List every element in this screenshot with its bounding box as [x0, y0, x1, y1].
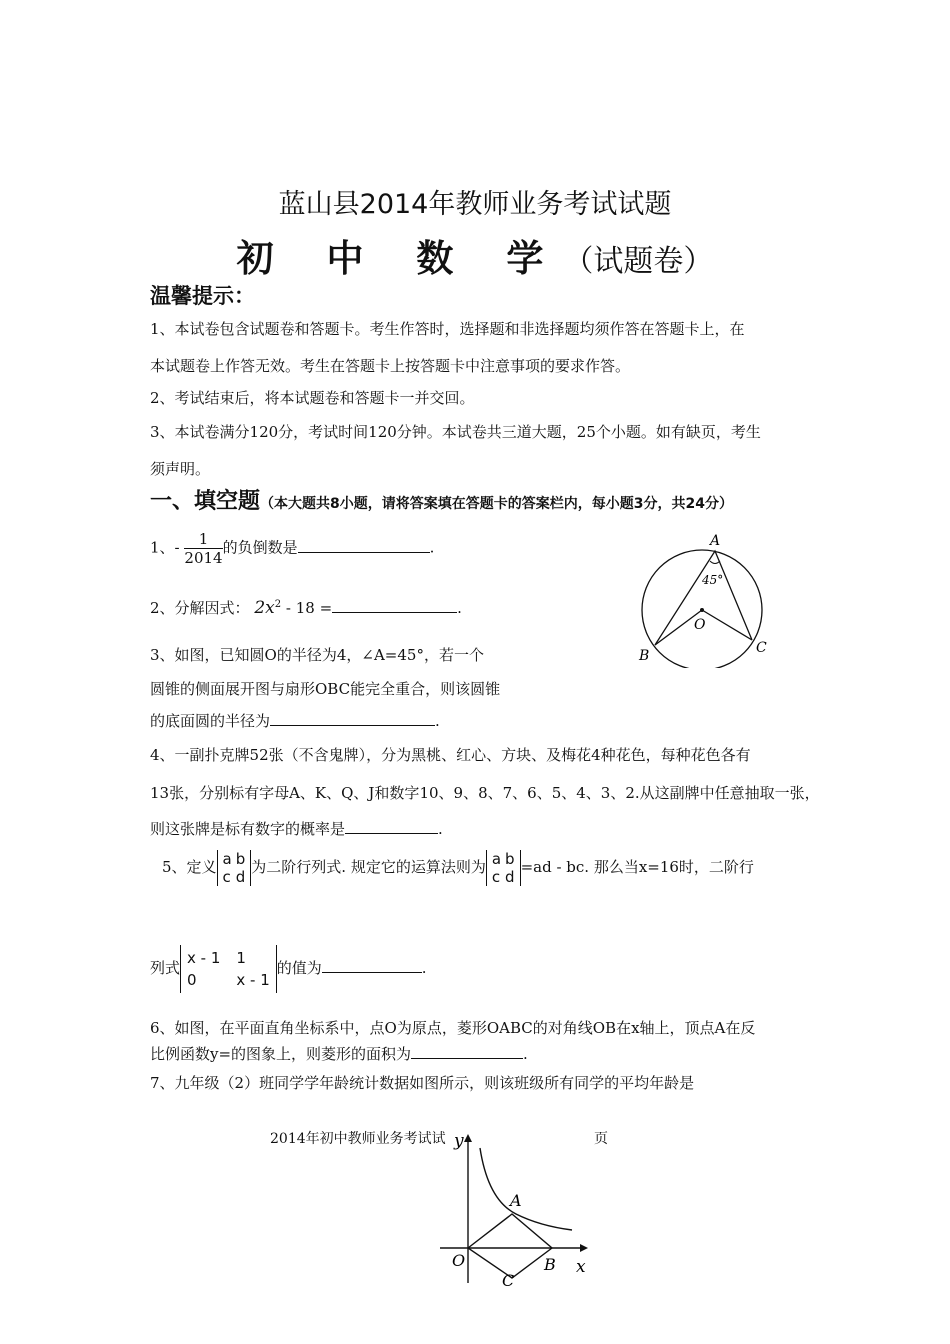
footer-left: 2014年初中教师业务考试试 — [270, 1131, 446, 1147]
q3-line3-text: 的底面圆的半径为 — [150, 712, 271, 730]
q4-line2: 13张，分别标有字母A、K、Q、J和数字10、9、8、7、6、5、4、3、2.从这副牌中任意抽取一张， — [150, 784, 820, 802]
q1-numerator: 1 — [184, 530, 222, 549]
label-A: A — [510, 1191, 522, 1210]
angle-arc — [710, 561, 720, 564]
q3-line3 — [150, 710, 440, 731]
page-subtitle — [0, 228, 950, 282]
q1-denominator: 2014 — [184, 549, 223, 567]
section-title: 一、填空题 — [150, 489, 261, 514]
det-b: b — [235, 850, 246, 868]
q5-answer-blank[interactable] — [322, 958, 422, 973]
q7-line1: 7、九年级（2）班同学学年龄统计数据如图所示，则该班级所有同学的平均年龄是 — [150, 1074, 695, 1092]
det-d: d — [505, 868, 515, 886]
q6-line2-text: 比例函数y=的图象上，则菱形的面积为 — [150, 1045, 412, 1063]
q2-expr-rest: - 18 = — [285, 599, 333, 617]
label-C: C — [756, 640, 767, 656]
det-b: b — [505, 850, 515, 868]
section-heading — [150, 484, 733, 515]
det-d: d — [235, 868, 246, 886]
tips-line3a: 3、本试卷满分120分，考试时间120分钟。本试卷共三道大题，25个小题。如有缺页，考生 — [150, 423, 761, 441]
q5-prefix: 5、定义 — [162, 858, 217, 876]
tips-line1a: 1、本试卷包含试题卷和答题卡。考生作答时，选择题和非选择题均须作答在答题卡上，在 — [150, 320, 745, 338]
tips-heading: 温馨提示： — [150, 284, 255, 308]
q1-end: . — [429, 538, 435, 557]
label-x: x — [576, 1257, 586, 1277]
page-title: 蓝山县2014年教师业务考试试题 — [278, 189, 672, 220]
hyperbola-curve — [480, 1148, 572, 1230]
q5-mid1: 为二阶行列式. 规定它的运算法则为 — [251, 858, 486, 876]
label-A: A — [710, 533, 721, 549]
det2-a: x - 1 — [187, 949, 221, 967]
q5-line1 — [162, 850, 754, 886]
q5-determinant-rule — [486, 850, 521, 886]
circle-figure — [630, 528, 780, 668]
q1-fraction — [184, 530, 222, 567]
q5-determinant-def — [217, 850, 252, 886]
section-subtitle: （本大题共8小题，请将答案填在答题卡的答案栏内，每小题3分，共24分） — [260, 496, 733, 512]
q2-expr-exp: 2 — [274, 599, 282, 610]
q3-answer-blank[interactable] — [270, 711, 435, 726]
tips-line1b: 本试题卷上作答无效。考生在答题卡上按答题卡中注意事项的要求作答。 — [150, 357, 631, 375]
q1-answer-blank[interactable] — [298, 538, 430, 553]
q6-end: . — [523, 1045, 528, 1063]
y-axis-arrow — [464, 1134, 472, 1142]
q4-line1: 4、一副扑克牌52张（不含鬼牌），分为黑桃、红心、方块、及梅花4种花色，每种花色各有 — [150, 746, 751, 764]
q2-end: . — [457, 599, 462, 617]
q5-determinant-x — [180, 945, 277, 993]
subtitle-main: 初 中 数 学 — [236, 237, 564, 280]
q1-suffix: 的负倒数是 — [222, 538, 298, 557]
center-point — [700, 608, 704, 612]
q1-prefix: 1、- — [150, 538, 180, 557]
subtitle-paren: （试题卷） — [563, 244, 714, 279]
label-B: B — [544, 1255, 556, 1274]
det-c: c — [222, 868, 231, 886]
q4-line3-text: 则这张牌是标有数字的概率是 — [150, 820, 346, 838]
det-c: c — [491, 868, 501, 886]
det2-b: 1 — [236, 949, 246, 967]
tips-line2: 2、考试结束后，将本试题卷和答题卡一并交回。 — [150, 389, 475, 407]
q3-line2: 圆锥的侧面展开图与扇形OBC能完全重合，则该圆锥 — [150, 680, 501, 698]
q5-line2-prefix: 列式 — [150, 959, 181, 977]
coordinate-figure — [440, 1128, 600, 1288]
det-a: a — [491, 850, 502, 868]
label-45deg: 45° — [702, 573, 724, 587]
q2-expr-base: 2x — [254, 598, 275, 618]
q4-end: . — [438, 820, 443, 838]
label-B: B — [639, 648, 650, 664]
q5-line2-suffix: 的值为 — [276, 959, 322, 977]
label-C: C — [502, 1271, 515, 1288]
q4-line3 — [150, 818, 443, 839]
question-2 — [150, 597, 462, 618]
q6-answer-blank[interactable] — [411, 1044, 523, 1059]
label-O: O — [452, 1251, 466, 1270]
q6-line1: 6、如图，在平面直角坐标系中，点O为原点，菱形OABC的对角线OB在x轴上，顶点A在反 — [150, 1019, 756, 1037]
q3-end: . — [435, 712, 440, 730]
question-1 — [150, 530, 434, 567]
footer-right: 页 — [594, 1131, 608, 1147]
det2-d: x - 1 — [236, 971, 270, 989]
q2-answer-blank[interactable] — [332, 598, 457, 613]
q2-prefix: 2、分解因式： — [150, 599, 250, 617]
label-O: O — [694, 617, 706, 633]
q5-mid2: =ad - bc. 那么当x=16时，二阶行 — [520, 858, 754, 876]
det2-c: 0 — [187, 971, 197, 989]
q4-answer-blank[interactable] — [345, 819, 438, 834]
q5-line2 — [150, 945, 427, 993]
x-axis-arrow — [580, 1244, 588, 1252]
q3-line1: 3、如图，已知圆O的半径为4，∠A=45°，若一个 — [150, 646, 484, 664]
label-y: y — [454, 1131, 464, 1151]
tips-line3b: 须声明。 — [150, 460, 211, 478]
q5-end: . — [421, 959, 427, 977]
det-a: a — [222, 850, 232, 868]
q6-line2 — [150, 1043, 528, 1064]
